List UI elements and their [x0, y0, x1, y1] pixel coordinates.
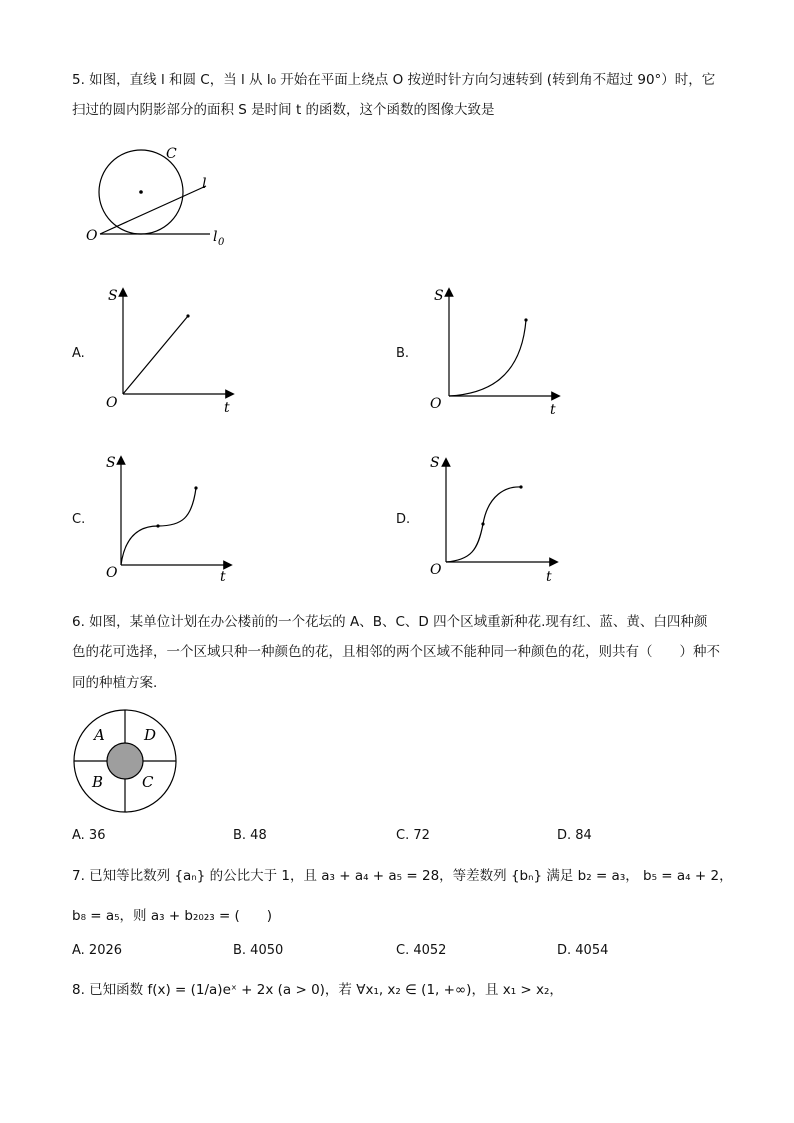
axis-s-label: S	[430, 455, 440, 471]
region-b-label: B	[92, 773, 104, 791]
q5-text-line-1: 5. 如图，直线 l 和圆 C，当 l 从 l₀ 开始在平面上绕点 O 按逆时针方向匀速转到 (转到角不超过 90°）时，它	[72, 72, 716, 88]
q5-option-d-graph[interactable]	[426, 450, 576, 585]
axis-t-label: t	[220, 569, 226, 585]
axis-t-label: t	[224, 400, 230, 416]
q5-option-a-graph[interactable]	[100, 284, 250, 419]
origin-label: O	[106, 395, 118, 411]
q6-choice-c[interactable]: C. 72	[396, 828, 430, 843]
q5-option-a-label[interactable]: A.	[72, 346, 85, 361]
label-c: C	[166, 146, 177, 162]
q6-flowerbed-figure	[70, 706, 182, 818]
region-a-label: A	[94, 726, 105, 744]
axis-s-label: S	[106, 455, 116, 471]
option-b-curve	[449, 320, 526, 396]
center-circle	[107, 743, 143, 779]
label-o: O	[86, 228, 98, 244]
label-l: l	[202, 176, 207, 192]
q5-text-line-2: 扫过的圆内阴影部分的面积 S 是时间 t 的函数，这个函数的图像大致是	[72, 102, 495, 118]
q7-text-line-2: b₈ = a₅，则 a₃ + b₂₀₂₃ = ( )	[72, 908, 273, 924]
q6-choice-a[interactable]: A. 36	[72, 828, 106, 843]
q5-option-c-graph[interactable]	[100, 450, 250, 585]
origin-label: O	[430, 396, 442, 412]
origin-label: O	[106, 565, 118, 581]
q5-circle-figure	[80, 140, 240, 250]
q8-text-line-1: 8. 已知函数 f(x) = (1/a)eˣ + 2x (a > 0)，若 ∀x₁, x₂ ∈ (1, +∞)，且 x₁ > x₂，	[72, 982, 563, 998]
label-l0-subscript: 0	[218, 237, 225, 248]
q6-text-line-2: 色的花可选择，一个区域只种一种颜色的花，且相邻的两个区域不能种同一种颜色的花，则共有（ ）种不	[72, 644, 720, 660]
axis-s-label: S	[108, 288, 118, 304]
q6-text-line-3: 同的种植方案.	[72, 675, 158, 691]
line-l	[100, 186, 206, 234]
q5-option-b-graph[interactable]	[426, 284, 576, 419]
axis-s-label: S	[434, 288, 444, 304]
axis-t-label: t	[546, 569, 552, 585]
q6-choice-b[interactable]: B. 48	[233, 828, 267, 843]
axis-t-label: t	[550, 402, 556, 418]
q7-choice-c[interactable]: C. 4052	[396, 943, 447, 958]
q5-option-c-label[interactable]: C.	[72, 512, 86, 527]
option-a-curve	[123, 316, 188, 394]
q7-choice-b[interactable]: B. 4050	[233, 943, 284, 958]
q7-text-line-1: 7. 已知等比数列 {aₙ} 的公比大于 1，且 a₃ + a₄ + a₅ = 28，等差数列 {bₙ} 满足 b₂ = a₃， b₅ = a₄ + 2，	[72, 868, 733, 884]
region-c-label: C	[142, 773, 154, 791]
region-d-label: D	[144, 726, 157, 744]
q6-choice-d[interactable]: D. 84	[557, 828, 592, 843]
q7-choice-a[interactable]: A. 2026	[72, 943, 123, 958]
label-l0: l	[213, 229, 218, 245]
origin-label: O	[430, 562, 442, 578]
q5-option-d-label[interactable]: D.	[396, 512, 411, 527]
q5-option-b-label[interactable]: B.	[396, 346, 410, 361]
q6-text-line-1: 6. 如图，某单位计划在办公楼前的一个花坛的 A、B、C、D 四个区域重新种花.现有红、蓝、黄、白四种颜	[72, 614, 708, 630]
q7-choice-d[interactable]: D. 4054	[557, 943, 609, 958]
circle-center-dot	[139, 190, 143, 194]
